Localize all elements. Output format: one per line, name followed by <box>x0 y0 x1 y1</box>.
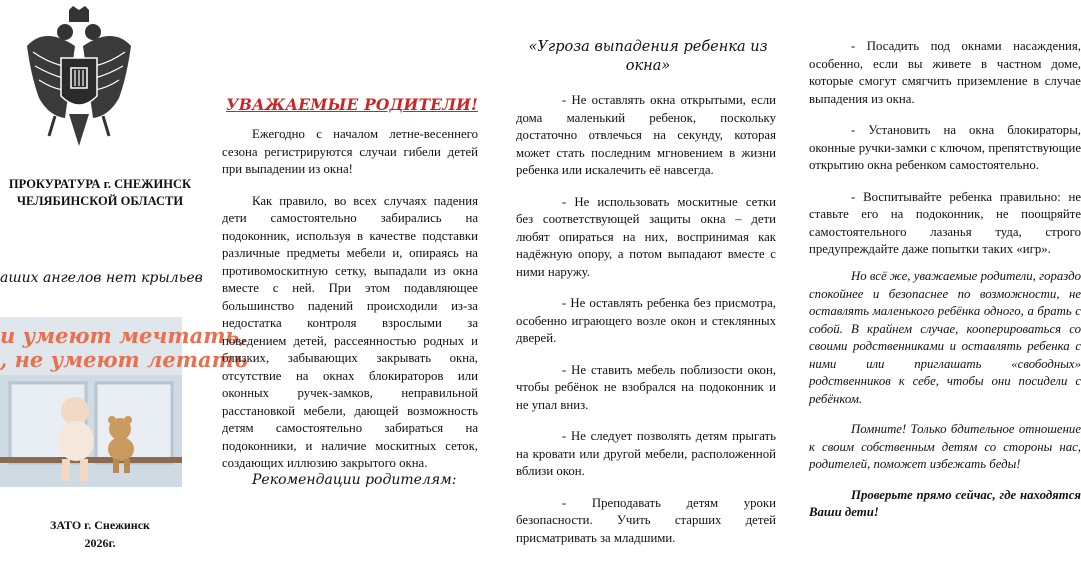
child-and-teddy-illustration <box>0 317 182 487</box>
center-panel <box>200 0 495 562</box>
tips-list <box>516 92 776 561</box>
headline: УВАЖАЕМЫЕ РОДИТЕЛИ! <box>226 95 478 114</box>
closing-text <box>809 268 1081 535</box>
poster-line-2: , не умеют летать <box>0 347 248 372</box>
right-panel <box>495 0 795 562</box>
closing-paragraph-2: Помните! Только бдительное отношение к своим собственным детям со стороны нас, родителей, поможет избежать беды! <box>809 422 1081 471</box>
tip-item: - Не ставить мебель поблизости окон, чтобы ребёнок не взобрался на подоконник и не упал вниз. <box>516 362 776 412</box>
tip-item: - Не следует позволять детям прыгать на кровати или другой мебели, расположенной вблизи окон. <box>516 429 776 478</box>
recommendations-heading: Рекомендации родителям: <box>252 472 457 488</box>
footer-year: 2026г. <box>84 536 116 550</box>
far-right-panel <box>795 0 1081 562</box>
tip-item: - Воспитывайте ребенка правильно: не ставьте его на подоконник, не поощряйте самостоятельного лазанья туда, строго предупреждайте даже попытки таких «игр». <box>809 189 1081 256</box>
poster-line-1: и умеют мечтать, <box>0 323 247 348</box>
paragraph-1: Ежегодно с началом летне-весеннего сезона регистрируются случаи гибели детей при выпадении из окна! <box>222 127 478 176</box>
leaflet-title: «Угроза выпадения ребенка из окна» <box>528 39 768 74</box>
closing-paragraph-1: Но всё же, уважаемые родители, гораздо спокойнее и безопаснее по возможности, не оставлять маленького ребёнка одного, а брать с собой. В крайнем случае, кооперироваться со своими родственниками и оставлять ребенка с ними или приглашать «свободных» родственников к себе, чтобы они посидели с ребёнком. <box>809 269 1081 406</box>
closing-paragraph-3: Проверьте прямо сейчас, где находятся Ваши дети! <box>809 487 1081 519</box>
prosecutor-emblem-icon <box>25 6 133 156</box>
paragraph-2: Как правило, во всех случаях падения дети самостоятельно забирались на подоконник, используя в качестве подставки различные предметы мебели и, опираясь на противомоскитную сетку, выпадали из окна вместе с ней. При этом подавляющее большинство падений происходили из-за недостатка контроля взрослыми за поведением детей, рассеянностью родных и близких, забывающих закрывать окна, отсутствие на окнах блокираторов или оконных ручек-замков, неправильной расстановкой мебели, дающей возможность детям самостоятельно забираться на подоконники, и наличие москитных сеток, создающих иллюзию закрытого окна. <box>222 193 478 470</box>
footer-place: ЗАТО г. Снежинск <box>50 518 150 532</box>
more-tips-list <box>809 38 1081 273</box>
intro-text <box>222 126 478 487</box>
left-panel <box>0 0 248 562</box>
tip-item: - Не использовать москитные сетки без соответствующей защиты окна – дети любят опираться на них, воспринимая как надёжную опору, а потом выпадают вместе с ними наружу. <box>516 194 776 279</box>
tip-item: - Преподавать детям уроки безопасности. Учить старших детей присматривать за младшими. <box>516 495 776 545</box>
tip-item: - Не оставлять ребенка без присмотра, особенно играющего возле окон и стеклянных дверей. <box>516 296 776 345</box>
tip-item: - Не оставлять окна открытыми, если дома маленький ребенок, поскольку достаточно отвлечься на секунду, которая может стать последним мгновением в жизни ребенка или искалечить её навсегда. <box>516 93 776 177</box>
organization-name: ПРОКУРАТУРА г. СНЕЖИНСК ЧЕЛЯБИНСКОЙ ОБЛАСТИ <box>8 177 192 208</box>
poster-image <box>0 317 248 487</box>
tip-item: - Установить на окна блокираторы, оконные ручки-замки с ключом, препятствующие открытию окна ребенком самостоятельно. <box>809 123 1081 172</box>
tip-item: - Посадить под окнами насаждения, особенно, если вы живете в частном доме, которые смогут смягчить приземление в случае выпадения из окна. <box>809 39 1081 106</box>
slogan: аших ангелов нет крыльев <box>0 270 203 286</box>
